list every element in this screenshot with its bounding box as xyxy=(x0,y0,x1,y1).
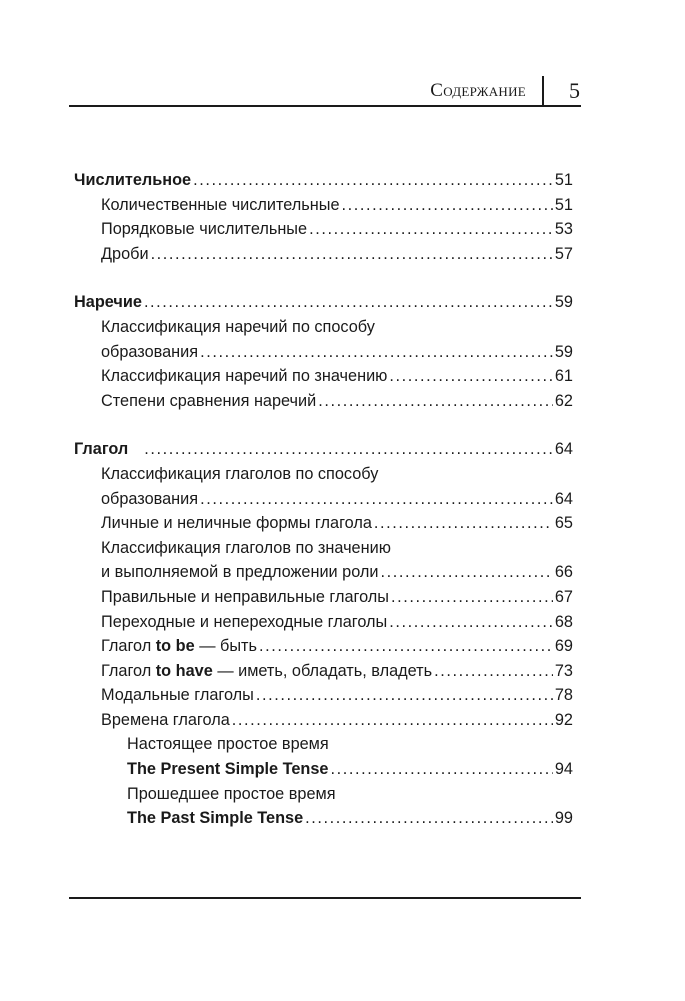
toc-page-number: 94 xyxy=(554,760,573,779)
toc-entry-suffix: — быть xyxy=(199,637,257,656)
toc-section-heading[interactable] xyxy=(74,168,573,193)
dot-leader xyxy=(151,242,553,267)
toc-page-number: 99 xyxy=(554,809,573,828)
toc-entry-term: to be xyxy=(155,637,195,656)
toc-entry[interactable] xyxy=(74,340,573,365)
toc-entry-title: Количественные числительные xyxy=(101,195,340,214)
dot-leader xyxy=(434,659,553,684)
toc-section-title: Глагол xyxy=(74,440,129,459)
toc-entry-title: Классификация наречий по значению xyxy=(101,367,388,386)
dot-leader xyxy=(200,340,553,365)
toc-entry-title: Личные и неличные формы глагола xyxy=(101,514,372,533)
dot-leader xyxy=(374,511,553,536)
toc-page-number: 51 xyxy=(554,171,573,189)
running-header xyxy=(69,70,581,106)
toc-entry[interactable] xyxy=(74,610,573,635)
toc-page-number: 67 xyxy=(554,587,573,606)
toc-section-title: Наречие xyxy=(74,293,142,312)
toc-entry-title: Классификация наречий по способу xyxy=(101,317,375,336)
toc-entry-title: Переходные и непереходные глаголы xyxy=(101,612,388,631)
toc-entry[interactable] xyxy=(74,217,573,242)
page-number: 5 xyxy=(569,78,580,103)
toc-entry[interactable] xyxy=(74,511,573,536)
toc-entry-title: образования xyxy=(101,342,199,361)
toc-page-number: 66 xyxy=(554,563,573,582)
toc-entry-prefix: Глагол xyxy=(101,637,152,656)
dot-leader xyxy=(389,610,553,635)
dot-leader xyxy=(256,683,553,708)
dot-leader xyxy=(305,806,553,831)
toc-entry[interactable] xyxy=(74,634,573,659)
header-separator xyxy=(542,76,544,106)
toc-subentry-title: Настоящее простое время xyxy=(127,735,329,754)
table-of-contents xyxy=(74,168,573,831)
toc-entry-first-line[interactable] xyxy=(74,462,573,487)
dot-leader xyxy=(330,757,552,782)
toc-page-number: 64 xyxy=(554,440,573,459)
toc-entry[interactable] xyxy=(74,659,573,684)
toc-page-number: 59 xyxy=(554,342,573,361)
toc-entry-first-line[interactable] xyxy=(74,536,573,561)
toc-section-heading[interactable] xyxy=(74,290,573,315)
dot-leader xyxy=(144,290,553,315)
top-rule xyxy=(69,105,581,107)
toc-page-number: 69 xyxy=(554,637,573,656)
toc-entry[interactable] xyxy=(74,193,573,218)
toc-entry-title xyxy=(101,659,432,684)
toc-entry[interactable] xyxy=(74,242,573,267)
toc-subentry-title: The Present Simple Tense xyxy=(127,760,329,779)
toc-page-number: 53 xyxy=(554,220,573,239)
bottom-rule xyxy=(69,897,581,899)
toc-entry-title: Времена глагола xyxy=(101,710,230,729)
toc-entry-first-line[interactable] xyxy=(74,315,573,340)
dot-leader xyxy=(381,560,553,585)
toc-entry-suffix: — иметь, обладать, владеть xyxy=(217,661,433,680)
dot-leader xyxy=(342,193,553,218)
dot-leader xyxy=(259,634,553,659)
toc-page-number: 51 xyxy=(554,195,573,214)
toc-entry-title: Степени сравнения наречий xyxy=(101,391,317,410)
toc-entry-title: Дроби xyxy=(101,244,149,263)
toc-page-number: 65 xyxy=(554,514,573,533)
toc-subentry-title: Прошедшее простое время xyxy=(127,784,336,803)
toc-page-number: 64 xyxy=(554,489,573,508)
toc-page-number: 73 xyxy=(554,661,573,680)
toc-page-number: 57 xyxy=(554,244,573,263)
dot-leader xyxy=(232,708,553,733)
toc-page-number: 92 xyxy=(554,710,573,729)
dot-leader xyxy=(193,168,553,193)
toc-entry-title: и выполняемой в предложении роли xyxy=(101,563,379,582)
toc-page-number: 68 xyxy=(554,612,573,631)
toc-page-number: 61 xyxy=(554,367,573,386)
toc-subentry[interactable] xyxy=(74,757,573,782)
toc-subentry-first-line[interactable] xyxy=(74,732,573,757)
toc-subentry[interactable] xyxy=(74,806,573,831)
dot-leader xyxy=(389,364,552,389)
toc-section-title: Числительное xyxy=(74,171,192,189)
toc-entry-title: Классификация глаголов по способу xyxy=(101,464,379,483)
toc-entry[interactable] xyxy=(74,708,573,733)
toc-page-number: 59 xyxy=(554,293,573,312)
toc-section-heading[interactable] xyxy=(74,437,573,462)
toc-entry-prefix: Глагол xyxy=(101,661,152,680)
dot-leader xyxy=(144,437,553,462)
dot-leader xyxy=(391,585,553,610)
running-header-title: Содержание xyxy=(430,80,526,101)
toc-entry[interactable] xyxy=(74,487,573,512)
toc-entry-term: to have xyxy=(155,661,213,680)
toc-page-number: 62 xyxy=(554,391,573,410)
toc-entry-title: Порядковые числительные xyxy=(101,220,308,239)
toc-entry-title: образования xyxy=(101,489,199,508)
toc-entry[interactable] xyxy=(74,364,573,389)
dot-leader xyxy=(318,389,553,414)
dot-leader xyxy=(309,217,553,242)
toc-entry[interactable] xyxy=(74,683,573,708)
toc-subentry-title: The Past Simple Tense xyxy=(127,809,304,828)
toc-subentry-first-line[interactable] xyxy=(74,782,573,807)
toc-page-number: 78 xyxy=(554,686,573,705)
toc-entry-title: Правильные и неправильные глаголы xyxy=(101,587,390,606)
toc-entry-title: Классификация глаголов по значению xyxy=(101,538,391,557)
toc-entry-title xyxy=(101,634,257,659)
toc-entry[interactable] xyxy=(74,560,573,585)
toc-entry-title: Модальные глаголы xyxy=(101,686,254,705)
dot-leader xyxy=(200,487,553,512)
toc-entry[interactable] xyxy=(74,389,573,414)
toc-entry[interactable] xyxy=(74,585,573,610)
